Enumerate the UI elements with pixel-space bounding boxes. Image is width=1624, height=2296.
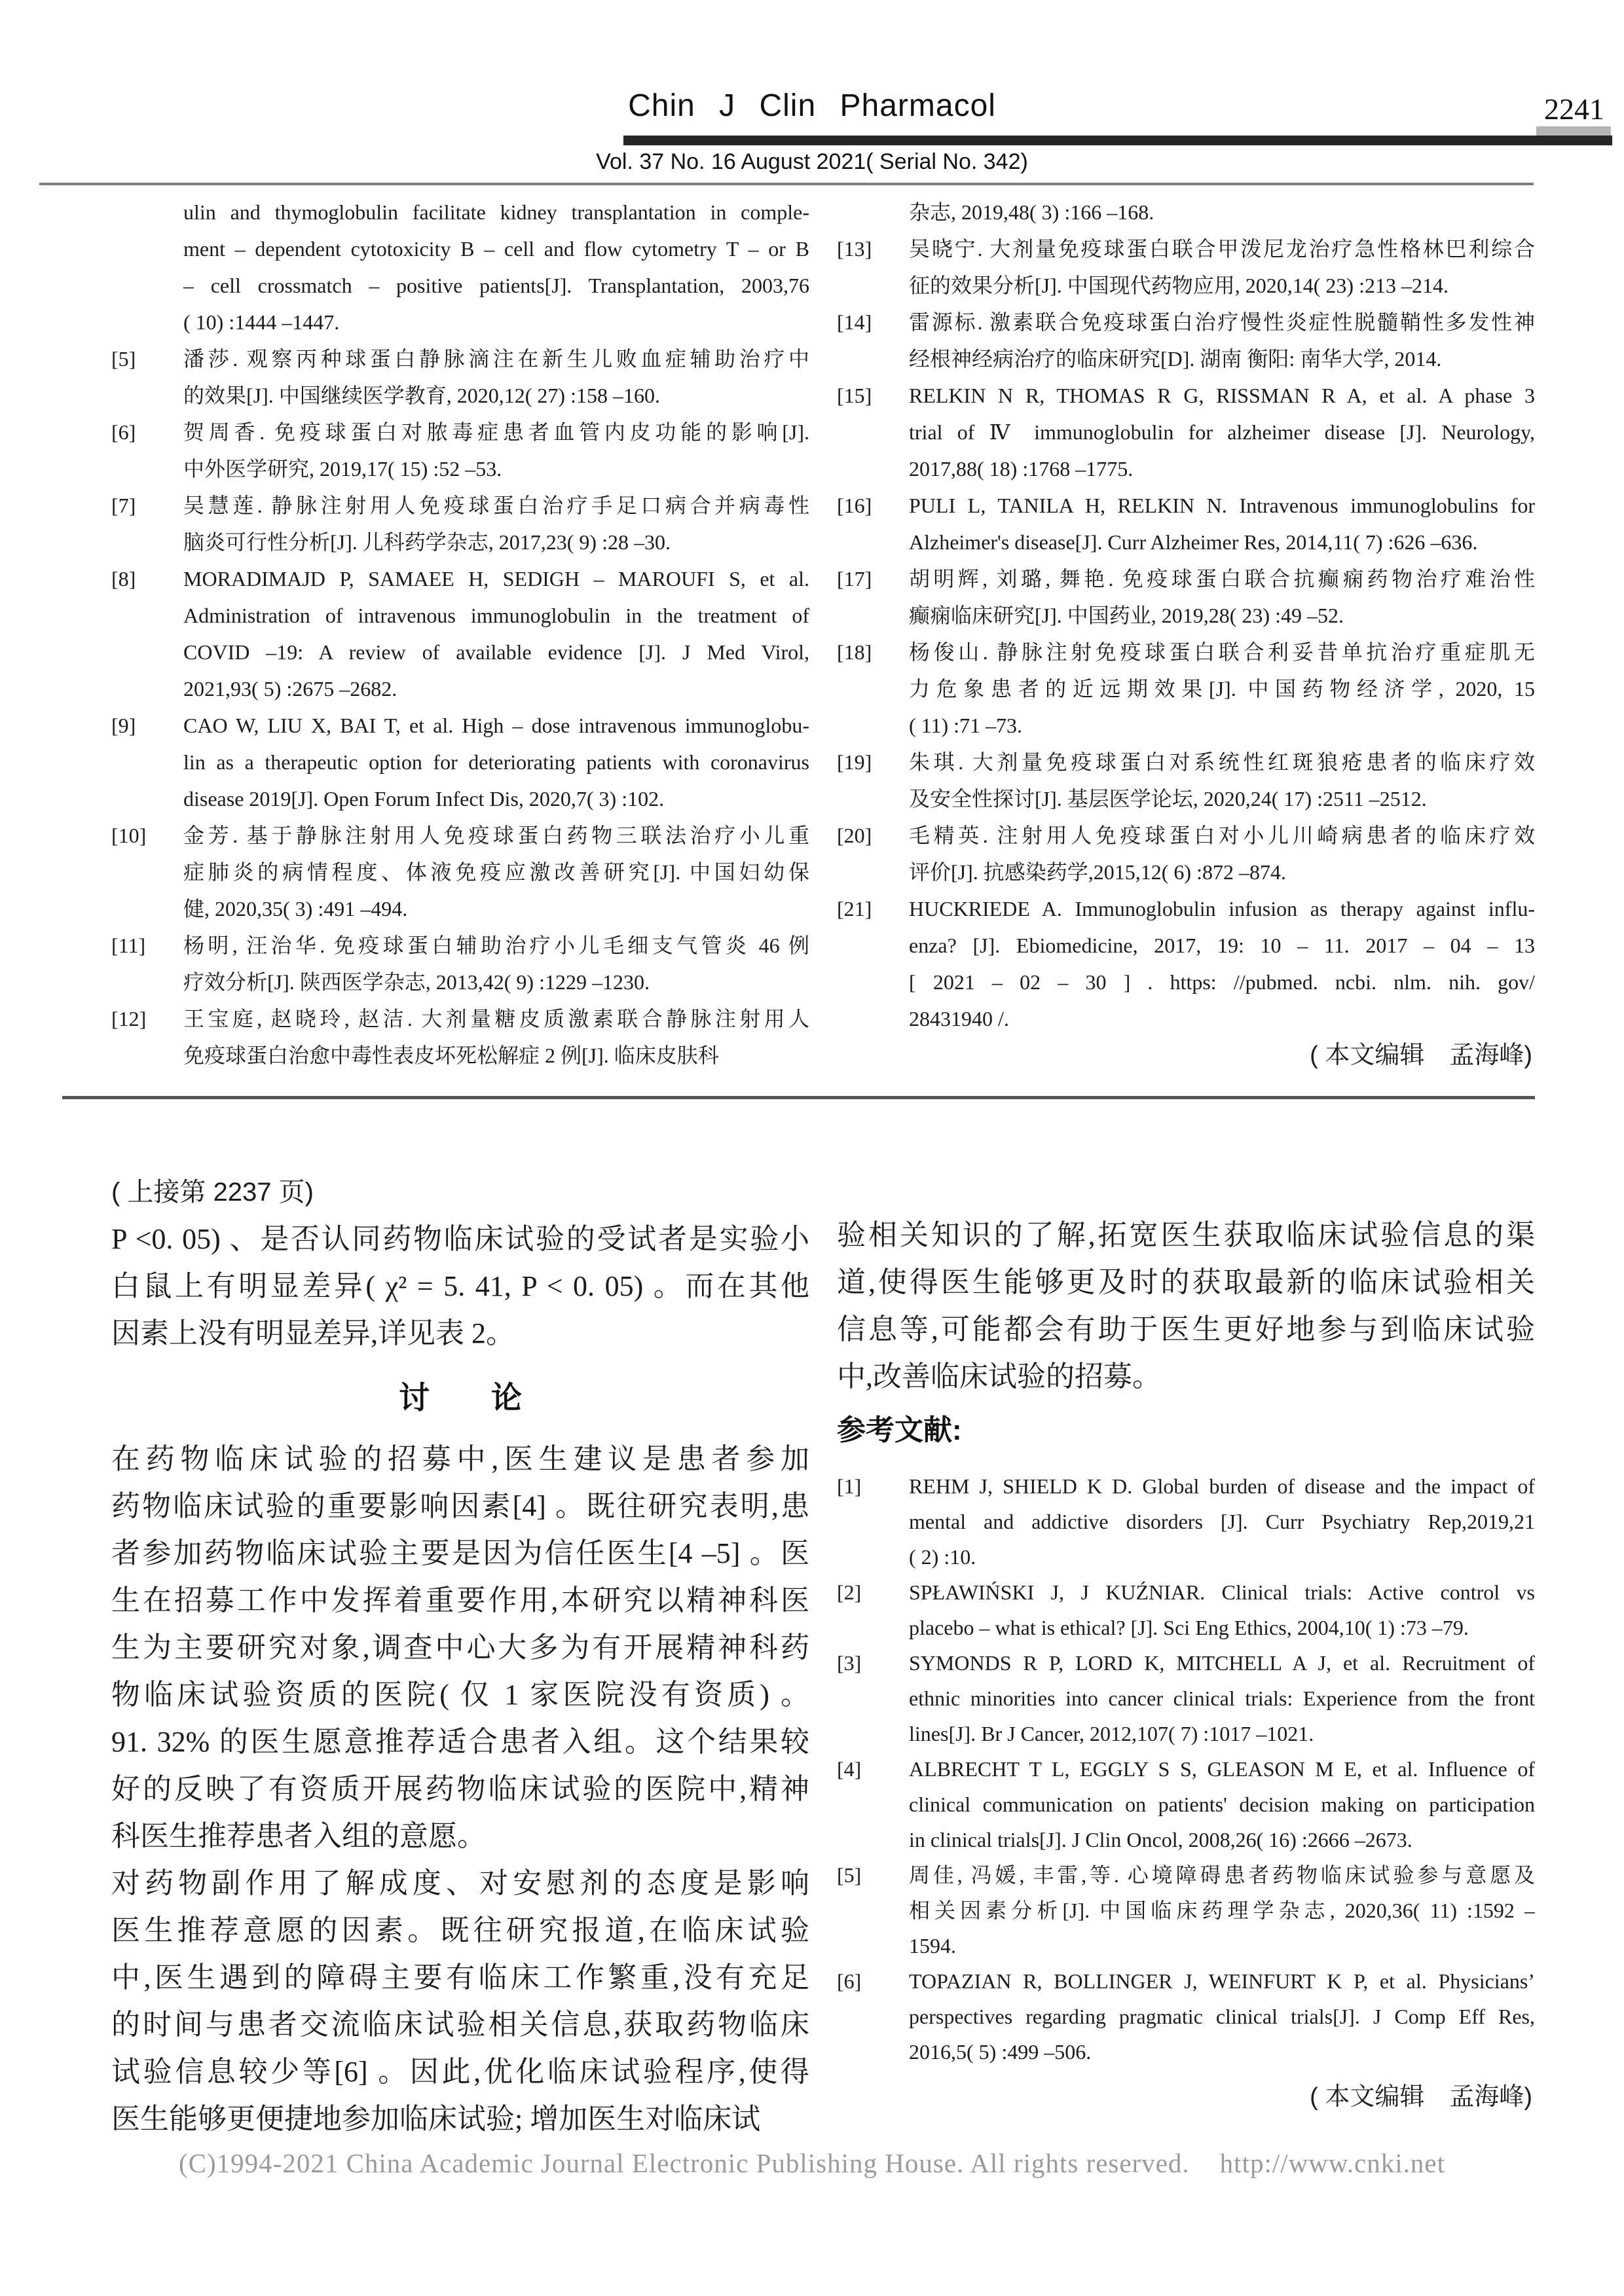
body-line: 好的反映了有资质开展药物临床试验的医院中,精神	[111, 1773, 809, 1805]
reference-body	[909, 230, 1535, 304]
reference-body	[909, 1963, 1535, 2069]
reference-line: 2016,5( 5) :499 –506.	[909, 2040, 1092, 2064]
body-line: 医生能够更便捷地参加临床试验; 增加医生对临床试	[111, 2103, 761, 2135]
reference-entry	[837, 560, 1535, 634]
body-line: 者参加药物临床试验主要是因为信任医生[4 –5] 。医	[111, 1537, 809, 1569]
reference-body	[909, 487, 1535, 560]
article-right-column	[837, 1169, 1535, 2143]
reference-entry	[111, 927, 809, 1000]
reference-number: [1]	[837, 1474, 862, 1498]
body-line: 试验信息较少等[6] 。因此,优化临床试验程序,使得	[111, 2056, 809, 2088]
reference-line: disease 2019[J]. Open Forum Infect Dis, 2020,7( 3) :102.	[183, 787, 665, 811]
reference-line: 健, 2020,35( 3) :491 –494.	[183, 897, 408, 920]
reference-line: 经根神经病治疗的临床研究[D]. 湖南 衡阳: 南华大学, 2014.	[909, 347, 1442, 371]
reference-number: [9]	[111, 714, 136, 737]
reference-line: ( 11) :71 –73.	[909, 714, 1023, 737]
reference-line: 吴慧莲. 静脉注射用人免疫球蛋白治疗手足口病合并病毒性	[183, 494, 809, 517]
reference-body	[183, 414, 809, 487]
reference-body	[909, 1751, 1535, 1857]
reference-line: 胡明辉, 刘璐, 舞艳. 免疫球蛋白联合抗癫痫药物治疗难治性	[909, 567, 1535, 591]
reference-line: SYMONDS R P, LORD K, MITCHELL A J, et al. Recruitment of	[909, 1651, 1535, 1675]
reference-line: 金芳. 基于静脉注射用人免疫球蛋白药物三联法治疗小儿重	[183, 824, 809, 847]
reference-list	[111, 340, 809, 1074]
reference-body	[909, 1857, 1535, 1963]
reference-line: clinical communication on patients' decision making on participation	[909, 1793, 1535, 1816]
discussion-paragraph-continued	[837, 1212, 1535, 1400]
reference-line: 杂志, 2019,48( 3) :166 –168.	[909, 200, 1154, 224]
reference-line: 杨明, 汪治华. 免疫球蛋白辅助治疗小儿毛细支气管炎 46 例	[183, 934, 809, 957]
article-left-column	[111, 1169, 809, 2143]
reference-line: 相关因素分析[J]. 中国临床药理学杂志, 2020,36( 11) :1592 –	[909, 1899, 1535, 1922]
body-line: 科医生推荐患者入组的意愿。	[111, 1820, 486, 1852]
reference-number: [13]	[837, 237, 872, 261]
reference-line: 1594.	[909, 1934, 956, 1958]
reference-entry	[837, 230, 1535, 304]
body-line: 对药物副作用了解成度、对安慰剂的态度是影响	[111, 1867, 809, 1899]
body-line: 91. 32% 的医生愿意推荐适合患者入组。这个结果较	[111, 1726, 809, 1758]
body-line: 的时间与患者交流临床试验相关信息,获取药物临床	[111, 2009, 809, 2041]
reference-entry	[837, 304, 1535, 377]
reference-body	[909, 1575, 1535, 1645]
reference-number: [7]	[111, 494, 136, 517]
reference-line: ( 10) :1444 –1447.	[183, 310, 340, 334]
reference-line: 评价[J]. 抗感染药学,2015,12( 6) :872 –874.	[909, 860, 1286, 884]
reference-entry	[837, 1751, 1535, 1857]
reference-line: 2017,88( 18) :1768 –1775.	[909, 457, 1134, 481]
body-line: 信息等,可能都会有助于医生更好地参与到临床试验	[837, 1313, 1535, 1345]
body-line: 医生推荐意愿的因素。既往研究报道,在临床试验	[111, 1914, 809, 1946]
reference-number: [15]	[837, 384, 872, 407]
reference-entry	[111, 414, 809, 487]
reference-line: 潘莎. 观察丙种球蛋白静脉滴注在新生儿败血症辅助治疗中	[183, 347, 809, 371]
reference-line: [ 2021 – 02 – 30 ] . https: //pubmed. ncbi. nlm. nih. gov/	[909, 970, 1535, 994]
page-number: 2241	[1544, 92, 1604, 126]
discussion-paragraph-2	[111, 1860, 809, 2143]
reference-entry	[837, 817, 1535, 890]
reference-number: [6]	[111, 420, 136, 444]
reference-line: HUCKRIEDE A. Immunoglobulin infusion as therapy against influ-	[909, 897, 1535, 920]
reference-entry	[837, 634, 1535, 744]
reference-line: SPŁAWIŃSKI J, J KUŹNIAR. Clinical trials: Active control vs	[909, 1580, 1535, 1604]
reference-line: lines[J]. Br J Cancer, 2012,107( 7) :1017 –1021.	[909, 1722, 1314, 1745]
reference-line: 雷源标. 激素联合免疫球蛋白治疗慢性炎症性脱髓鞘性多发性神	[909, 310, 1535, 334]
reference-body	[909, 890, 1535, 1037]
reference-entry	[111, 817, 809, 927]
reference-entry	[837, 744, 1535, 817]
body-line: 药物临床试验的重要影响因素[4] 。既往研究表明,患	[111, 1490, 809, 1522]
reference-line: 杨俊山. 静脉注射免疫球蛋白联合利妥昔单抗治疗重症肌无	[909, 640, 1535, 664]
reference-line: RELKIN N R, THOMAS R G, RISSMAN R A, et al. A phase 3	[909, 384, 1535, 407]
body-line: 道,使得医生能够更及时的获取最新的临床试验相关	[837, 1266, 1535, 1298]
discussion-heading: 讨 论	[399, 1380, 522, 1415]
reference-line: mental and addictive disorders [J]. Curr Psychiatry Rep,2019,21	[909, 1510, 1535, 1533]
reference-line: 毛精英. 注射用人免疫球蛋白对小儿川崎病患者的临床疗效	[909, 824, 1535, 847]
reference-entry	[111, 560, 809, 707]
copyright-footer	[0, 2147, 1624, 2179]
reference-number: [10]	[111, 824, 147, 847]
reference-line: 力危象患者的近远期效果[J]. 中国药物经济学, 2020, 15	[909, 677, 1535, 701]
footer-url: http://www.cnki.net	[1219, 2148, 1445, 2178]
reference-number: [21]	[837, 897, 872, 920]
reference-entry	[837, 1575, 1535, 1645]
reference-body	[909, 744, 1535, 817]
continued-article-section	[111, 1169, 1535, 2143]
reference-line: MORADIMAJD P, SAMAEE H, SEDIGH – MAROUFI S, et al.	[183, 567, 809, 591]
reference-number: [17]	[837, 567, 872, 591]
header-black-bar	[623, 136, 1612, 145]
reference-line: 贺周香. 免疫球蛋白对脓毒症患者血管内皮功能的影响[J].	[183, 420, 809, 444]
journal-title: Chin J Clin Pharmacol	[628, 88, 996, 123]
reference-line: 中外医学研究, 2019,17( 15) :52 –53.	[183, 457, 502, 481]
reference-line: 的效果[J]. 中国继续医学教育, 2020,12( 27) :158 –160.	[183, 384, 660, 407]
reference-body	[183, 560, 809, 707]
header-gray-tab	[1536, 126, 1611, 136]
carryover-reference	[837, 194, 1535, 230]
reference-entry	[837, 1963, 1535, 2069]
reference-line: ethnic minorities into cancer clinical trials: Experience from the front	[909, 1686, 1535, 1710]
reference-line: perspectives regarding pragmatic clinical trials[J]. J Comp Eff Res,	[909, 2005, 1535, 2028]
reference-line: 吴晓宁. 大剂量免疫球蛋白联合甲泼尼龙治疗急性格林巴利综合	[909, 237, 1535, 261]
references-heading: 参考文献:	[837, 1414, 962, 1446]
editor-note: ( 本文编辑 孟海峰)	[1310, 2083, 1532, 2111]
reference-body	[909, 634, 1535, 744]
reference-line: 周佳, 冯媛, 丰雷,等. 心境障碍患者药物临床试验参与意愿及	[909, 1863, 1535, 1887]
reference-line: CAO W, LIU X, BAI T, et al. High – dose intravenous immunoglobu-	[183, 714, 809, 737]
reference-number: [18]	[837, 640, 872, 664]
reference-number: [16]	[837, 494, 872, 517]
reference-body	[183, 707, 809, 817]
reference-line: 征的效果分析[J]. 中国现代药物应用, 2020,14( 23) :213 –214.	[909, 274, 1449, 297]
reference-line: 朱琪. 大剂量免疫球蛋白对系统性红斑狼疮患者的临床疗效	[909, 750, 1535, 774]
reference-entry	[837, 1468, 1535, 1575]
reference-line: Administration of intravenous immunoglobulin in the treatment of	[183, 604, 809, 627]
reference-entry	[111, 487, 809, 560]
body-line: 中,改善临床试验的招募。	[837, 1360, 1161, 1393]
reference-entry	[837, 487, 1535, 560]
reference-list	[837, 230, 1535, 1037]
continued-from-note: ( 上接第 2237 页)	[111, 1178, 314, 1207]
header-rule	[39, 183, 1534, 185]
editor-note: ( 本文编辑 孟海峰)	[1310, 1042, 1532, 1069]
body-line: 生在招募工作中发挥着重要作用,本研究以精神科医	[111, 1584, 809, 1616]
reference-body	[909, 560, 1535, 634]
reference-number: [14]	[837, 310, 872, 334]
reference-line: ( 2) :10.	[909, 1545, 976, 1569]
reference-line: ALBRECHT T L, EGGLY S S, GLEASON M E, et al. Influence of	[909, 1757, 1535, 1781]
body-line: 生为主要研究对象,调查中心大多为有开展精神科药	[111, 1631, 809, 1664]
reference-line: 症肺炎的病情程度、体液免疫应激改善研究[J]. 中国妇幼保	[183, 860, 809, 884]
reference-line: 癫痫临床研究[J]. 中国药业, 2019,28( 23) :49 –52.	[909, 604, 1344, 627]
reference-list	[837, 1468, 1535, 2069]
reference-line: ment – dependent cytotoxicity B – cell and flow cytometry T – or B	[183, 237, 809, 261]
body-line: 因素上没有明显差异,详见表 2。	[111, 1317, 515, 1349]
reference-line: in clinical trials[J]. J Clin Oncol, 2008,26( 16) :2666 –2673.	[909, 1828, 1412, 1851]
reference-entry	[111, 340, 809, 414]
body-line: 中,医生遇到的障碍主要有临床工作繁重,没有充足	[111, 1961, 809, 1994]
reference-body	[183, 340, 809, 414]
reference-line: TOPAZIAN R, BOLLINGER J, WEINFURT K P, et al. Physicians’	[909, 1969, 1535, 1993]
reference-body	[909, 304, 1535, 377]
references-continued-section	[111, 194, 1535, 1074]
issue-line: Vol. 37 No. 16 August 2021( Serial No. 342)	[596, 149, 1028, 174]
reference-line: 王宝庭, 赵晓玲, 赵洁. 大剂量糖皮质激素联合静脉注射用人	[183, 1007, 809, 1030]
reference-line: REHM J, SHIELD K D. Global burden of disease and the impact of	[909, 1474, 1535, 1498]
reference-body	[909, 1468, 1535, 1575]
reference-line: 脑炎可行性分析[J]. 儿科药学杂志, 2017,23( 9) :28 –30.	[183, 530, 671, 554]
reference-number: [5]	[111, 347, 136, 371]
reference-body	[909, 1645, 1535, 1751]
reference-entry	[837, 1857, 1535, 1963]
reference-line: Alzheimer's disease[J]. Curr Alzheimer Res, 2014,11( 7) :626 –636.	[909, 530, 1478, 554]
reference-number: [2]	[837, 1580, 862, 1604]
references-left-column	[111, 194, 809, 1074]
body-line: 白鼠上有明显差异( χ² = 5. 41, P < 0. 05) 。而在其他	[111, 1270, 809, 1302]
body-line: 物临床试验资质的医院( 仅 1 家医院没有资质) 。	[111, 1679, 809, 1711]
reference-number: [12]	[111, 1007, 147, 1030]
carryover-reference	[111, 194, 809, 340]
reference-line: – cell crossmatch – positive patients[J]. Transplantation, 2003,76	[183, 274, 809, 297]
copyright-text: (C)1994-2021 China Academic Journal Electronic Publishing House. All rights reserved.	[179, 2148, 1190, 2178]
reference-entry	[837, 890, 1535, 1037]
reference-body	[909, 817, 1535, 890]
reference-number: [4]	[837, 1757, 862, 1781]
reference-entry	[837, 377, 1535, 487]
reference-number: [5]	[837, 1863, 862, 1887]
reference-number: [6]	[837, 1969, 862, 1993]
reference-line: ulin and thymoglobulin facilitate kidney transplantation in comple-	[183, 200, 809, 224]
section-divider	[62, 1096, 1535, 1099]
body-line: 验相关知识的了解,拓宽医生获取临床试验信息的渠	[837, 1219, 1535, 1251]
reference-line: 疗效分析[J]. 陕西医学杂志, 2013,42( 9) :1229 –1230.	[183, 970, 650, 994]
reference-line: placebo – what is ethical? [J]. Sci Eng Ethics, 2004,10( 1) :73 –79.	[909, 1616, 1469, 1639]
reference-line: 28431940 /.	[909, 1007, 1009, 1030]
body-line: 在药物临床试验的招募中,医生建议是患者参加	[111, 1443, 809, 1475]
reference-entry	[111, 707, 809, 817]
reference-entry	[837, 1645, 1535, 1751]
discussion-paragraph-1	[111, 1436, 809, 1860]
reference-body	[183, 817, 809, 927]
reference-line: trial of Ⅳ immunoglobulin for alzheimer disease [J]. Neurology,	[909, 420, 1535, 444]
reference-line: COVID –19: A review of available evidence [J]. J Med Virol,	[183, 640, 809, 664]
reference-number: [20]	[837, 824, 872, 847]
reference-body	[183, 927, 809, 1000]
reference-number: [19]	[837, 750, 872, 774]
reference-line: 2021,93( 5) :2675 –2682.	[183, 677, 397, 701]
article-reference-list	[837, 1468, 1535, 2115]
reference-line: 免疫球蛋白治愈中毒性表皮坏死松解症 2 例[J]. 临床皮肤科	[183, 1044, 719, 1067]
reference-number: [11]	[111, 934, 146, 957]
reference-line: 及安全性探讨[J]. 基层医学论坛, 2020,24( 17) :2511 –2512.	[909, 787, 1427, 811]
body-line: P <0. 05) 、是否认同药物临床试验的受试者是实验小	[111, 1223, 809, 1255]
reference-line: enza? [J]. Ebiomedicine, 2017, 19: 10 – 11. 2017 – 04 – 13	[909, 934, 1535, 957]
reference-number: [3]	[837, 1651, 862, 1675]
results-paragraph	[111, 1216, 809, 1357]
references-right-column	[837, 194, 1535, 1074]
reference-body	[909, 377, 1535, 487]
reference-body	[183, 487, 809, 560]
reference-number: [8]	[111, 567, 136, 591]
reference-entry	[111, 1000, 809, 1074]
reference-body	[183, 1000, 809, 1074]
reference-line: PULI L, TANILA H, RELKIN N. Intravenous immunoglobulins for	[909, 494, 1535, 517]
reference-line: lin as a therapeutic option for deteriorating patients with coronavirus	[183, 750, 809, 774]
